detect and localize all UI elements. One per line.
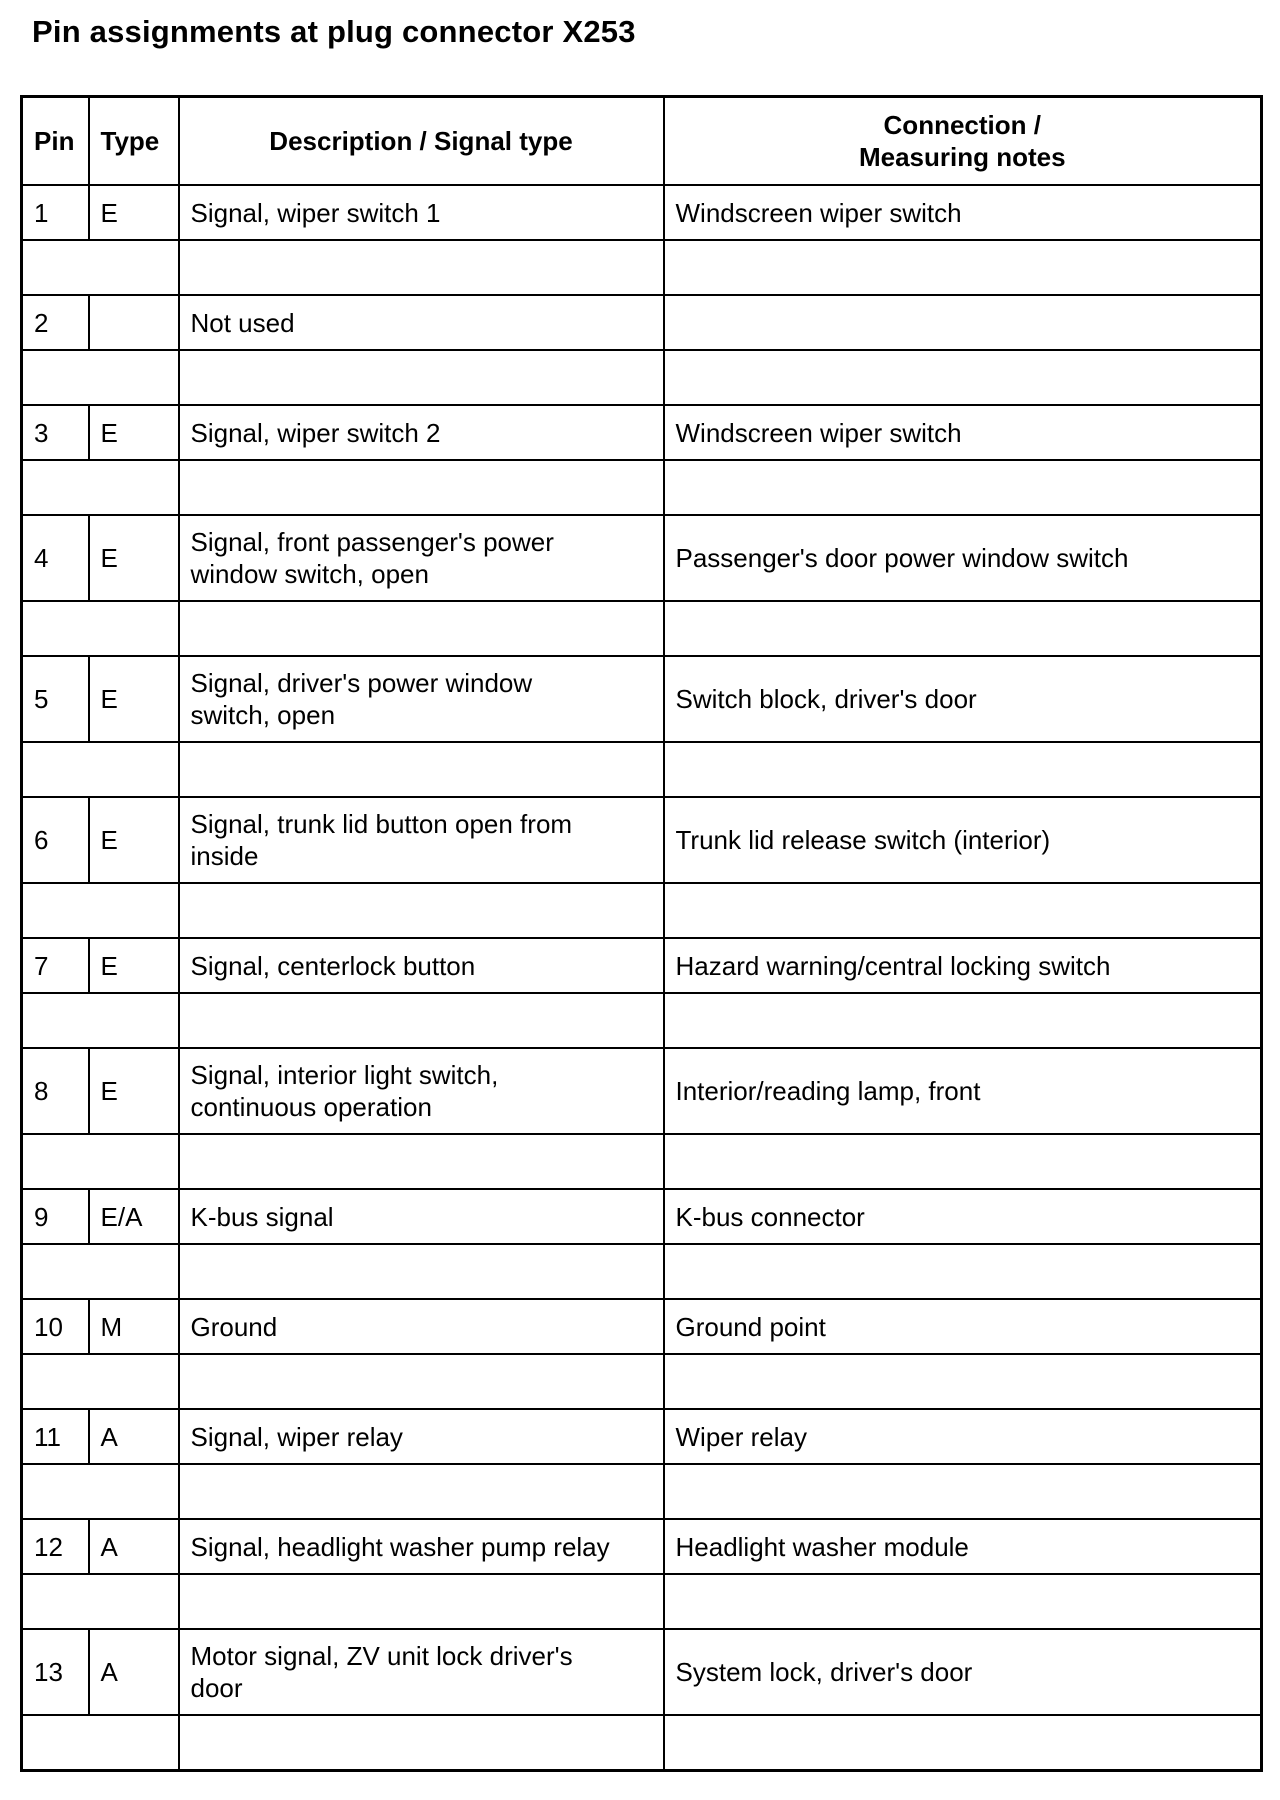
header-connection <box>664 97 1262 186</box>
type-cell <box>89 295 179 350</box>
type-cell: E <box>89 1048 179 1134</box>
table-row <box>22 185 1262 240</box>
pin-cell: 3 <box>22 405 89 460</box>
header-description: Description / Signal type <box>179 97 664 186</box>
spacer-row <box>22 883 1262 938</box>
description-cell <box>179 1629 664 1715</box>
connection-cell: Headlight washer module <box>664 1519 1262 1574</box>
description-line: Motor signal, ZV unit lock driver's <box>190 1641 573 1671</box>
pin-cell: 7 <box>22 938 89 993</box>
header-connection-line1: Connection / <box>883 110 1041 140</box>
description-line: Signal, driver's power window <box>190 668 533 698</box>
pin-cell: 2 <box>22 295 89 350</box>
description-cell: Signal, wiper switch 1 <box>179 185 664 240</box>
spacer-row <box>22 1134 1262 1189</box>
spacer-row <box>22 1715 1262 1771</box>
description-cell: Signal, headlight washer pump relay <box>179 1519 664 1574</box>
description-cell: Not used <box>179 295 664 350</box>
table-row <box>22 1048 1262 1134</box>
description-line: continuous operation <box>190 1092 432 1122</box>
header-type: Type <box>89 97 179 186</box>
table-row <box>22 797 1262 883</box>
connection-cell <box>664 295 1262 350</box>
table-row <box>22 1409 1262 1464</box>
spacer-row <box>22 1574 1262 1629</box>
type-cell: E/A <box>89 1189 179 1244</box>
type-cell: E <box>89 656 179 742</box>
connection-cell: Switch block, driver's door <box>664 656 1262 742</box>
spacer-row <box>22 742 1262 797</box>
description-cell <box>179 656 664 742</box>
table-row <box>22 1299 1262 1354</box>
type-cell: E <box>89 938 179 993</box>
connection-cell: System lock, driver's door <box>664 1629 1262 1715</box>
connection-cell: Passenger's door power window switch <box>664 515 1262 601</box>
pin-cell: 5 <box>22 656 89 742</box>
pin-cell: 10 <box>22 1299 89 1354</box>
spacer-row <box>22 1244 1262 1299</box>
type-cell: M <box>89 1299 179 1354</box>
spacer-row <box>22 1354 1262 1409</box>
pin-cell: 11 <box>22 1409 89 1464</box>
description-line: door <box>190 1673 243 1703</box>
connection-cell: Windscreen wiper switch <box>664 185 1262 240</box>
table-row <box>22 1519 1262 1574</box>
description-line: window switch, open <box>190 559 429 589</box>
table-row <box>22 1629 1262 1715</box>
table-row <box>22 405 1262 460</box>
type-cell: A <box>89 1409 179 1464</box>
pin-cell: 9 <box>22 1189 89 1244</box>
description-cell: Signal, wiper relay <box>179 1409 664 1464</box>
table-header-row <box>22 97 1262 186</box>
connection-cell: Interior/reading lamp, front <box>664 1048 1262 1134</box>
description-cell: Ground <box>179 1299 664 1354</box>
description-cell <box>179 515 664 601</box>
description-cell: Signal, wiper switch 2 <box>179 405 664 460</box>
pin-cell: 8 <box>22 1048 89 1134</box>
spacer-row <box>22 240 1262 295</box>
description-cell <box>179 797 664 883</box>
header-pin: Pin <box>22 97 89 186</box>
table-row <box>22 515 1262 601</box>
type-cell: E <box>89 797 179 883</box>
pin-cell: 1 <box>22 185 89 240</box>
table-row <box>22 656 1262 742</box>
type-cell: A <box>89 1629 179 1715</box>
table-row <box>22 295 1262 350</box>
table-row <box>22 1189 1262 1244</box>
description-line: switch, open <box>190 700 336 730</box>
table-row <box>22 938 1262 993</box>
spacer-row <box>22 601 1262 656</box>
page-title: Pin assignments at plug connector X253 <box>32 14 636 49</box>
type-cell: E <box>89 515 179 601</box>
description-line: Signal, trunk lid button open from <box>190 809 573 839</box>
type-cell: E <box>89 185 179 240</box>
connection-cell: K-bus connector <box>664 1189 1262 1244</box>
pin-cell: 13 <box>22 1629 89 1715</box>
spacer-row <box>22 460 1262 515</box>
description-cell <box>179 1048 664 1134</box>
type-cell: E <box>89 405 179 460</box>
connection-cell: Trunk lid release switch (interior) <box>664 797 1262 883</box>
pin-assignment-table <box>20 95 1263 1772</box>
description-line: Signal, interior light switch, <box>190 1060 499 1090</box>
description-cell: K-bus signal <box>179 1189 664 1244</box>
header-connection-line2: Measuring notes <box>858 142 1066 172</box>
connection-cell: Ground point <box>664 1299 1262 1354</box>
spacer-row <box>22 1464 1262 1519</box>
pin-cell: 6 <box>22 797 89 883</box>
pin-cell: 12 <box>22 1519 89 1574</box>
connection-cell: Wiper relay <box>664 1409 1262 1464</box>
pin-cell: 4 <box>22 515 89 601</box>
connection-cell: Windscreen wiper switch <box>664 405 1262 460</box>
spacer-row <box>22 350 1262 405</box>
description-line: Signal, front passenger's power <box>190 527 554 557</box>
description-line: inside <box>190 841 259 871</box>
spacer-row <box>22 993 1262 1048</box>
type-cell: A <box>89 1519 179 1574</box>
connection-cell: Hazard warning/central locking switch <box>664 938 1262 993</box>
description-cell: Signal, centerlock button <box>179 938 664 993</box>
